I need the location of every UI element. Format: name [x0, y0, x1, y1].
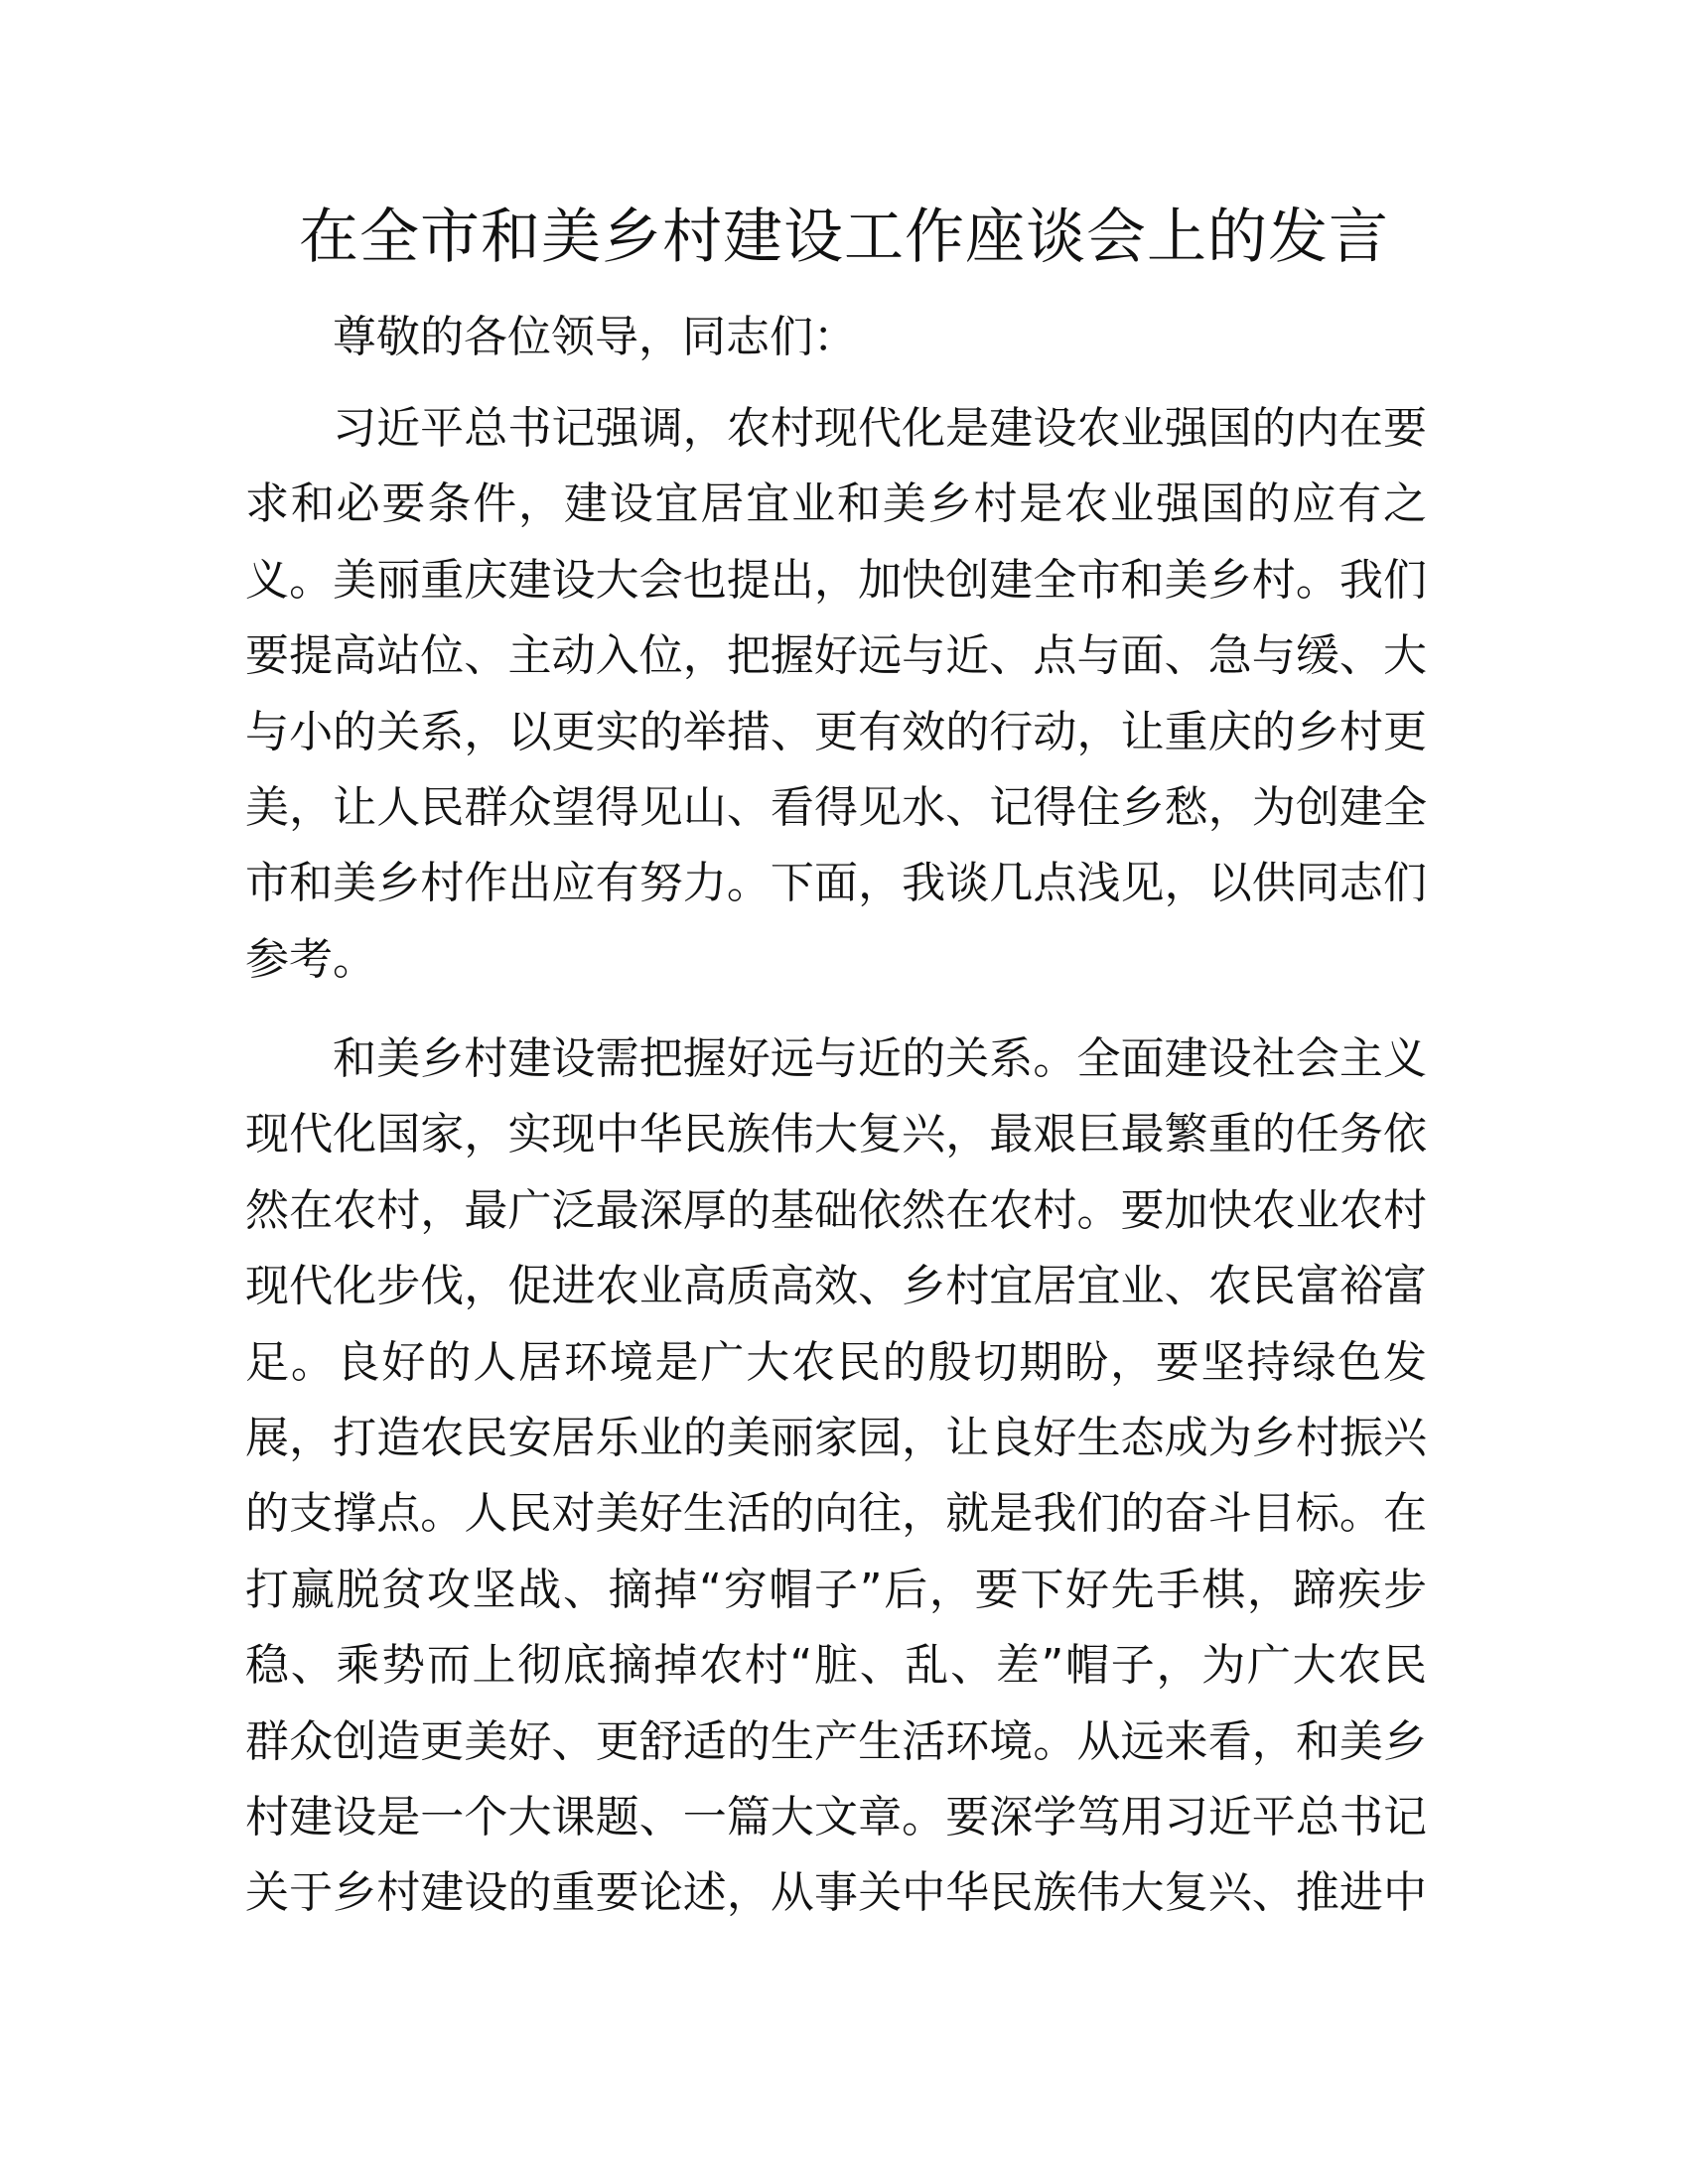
text-line: 义。美丽重庆建设大会也提出，加快创建全市和美乡村。我们: [245, 554, 1427, 606]
text-line: 的支撑点。人民对美好生活的向往，就是我们的奋斗目标。在: [245, 1488, 1427, 1540]
greeting: 尊敬的各位领导，同志们：: [333, 312, 857, 362]
text-line: 现代化步伐，促进农业高质高效、乡村宜居宜业、农民富裕富: [245, 1261, 1427, 1312]
paragraph-1: [245, 391, 1427, 998]
text-line: 习近平总书记强调，农村现代化是建设农业强国的内在要: [333, 403, 1427, 454]
text-line: 参考。: [245, 933, 376, 985]
text-line: 展，打造农民安居乐业的美丽家园，让良好生态成为乡村振兴: [245, 1412, 1427, 1463]
text-line: 市和美乡村作出应有努力。下面，我谈几点浅见，以供同志们: [245, 858, 1427, 909]
text-line: 村建设是一个大课题、一篇大文章。要深学笃用习近平总书记: [245, 1791, 1427, 1843]
text-line: 现代化国家，实现中华民族伟大复兴，最艰巨最繁重的任务依: [245, 1109, 1427, 1160]
paragraph-2: [245, 1022, 1427, 1932]
text-line: 美，让人民群众望得见山、看得见水、记得住乡愁，为创建全: [245, 781, 1427, 833]
text-line: 与小的关系，以更实的举措、更有效的行动，让重庆的乡村更: [245, 706, 1427, 757]
text-line: 稳、乘势而上彻底摘掉农村“脏、乱、差”帽子，为广大农民: [245, 1640, 1427, 1692]
document-title: 在全市和美乡村建设工作座谈会上的发言: [299, 203, 1389, 272]
text-line: 关于乡村建设的重要论述，从事关中华民族伟大复兴、推进中: [245, 1867, 1427, 1919]
text-line: 求和必要条件，建设宜居宜业和美乡村是农业强国的应有之: [245, 478, 1427, 530]
text-line: 然在农村，最广泛最深厚的基础依然在农村。要加快农业农村: [245, 1184, 1427, 1236]
text-line: 群众创造更美好、更舒适的生产生活环境。从远来看，和美乡: [245, 1715, 1427, 1767]
text-line: 足。良好的人居环境是广大农民的殷切期盼，要坚持绿色发: [245, 1336, 1427, 1388]
text-line: 打赢脱贫攻坚战、摘掉“穷帽子”后，要下好先手棋，蹄疾步: [245, 1564, 1427, 1615]
text-line: 和美乡村建设需把握好远与近的关系。全面建设社会主义: [333, 1033, 1427, 1084]
text-line: 要提高站位、主动入位，把握好远与近、点与面、急与缓、大: [245, 630, 1427, 682]
